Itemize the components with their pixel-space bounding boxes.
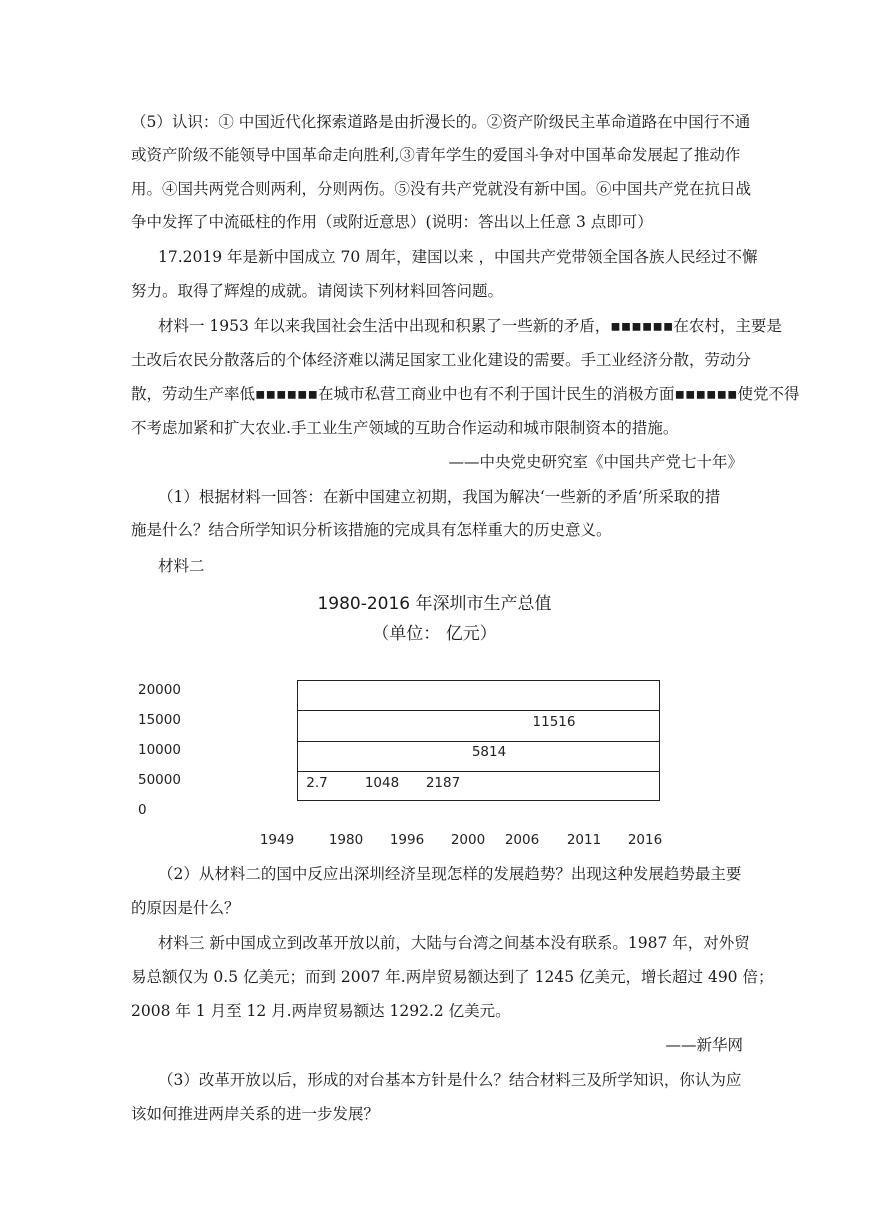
y-tick-label: 0 — [138, 802, 147, 818]
answer-5-line-2: 或资产阶级不能领导中国革命走向胜利,③青年学生的爱国斗争对中国革命发展起了推动作 — [131, 146, 741, 164]
material-3-line-1: 材料三 新中国成立到改革开放以前，大陆与台湾之间基本没有联系。1987 年，对外贸 — [158, 934, 750, 952]
question-17-line-2: 努力。取得了辉煌的成就。请阅读下列材料回答问题。 — [131, 282, 504, 300]
answer-5-line-1: （5）认识：① 中国近代化探索道路是由折漫长的。②资产阶级民主革命道路在中国行不通 — [131, 113, 751, 131]
chart-gridline — [298, 741, 659, 742]
material-3-line-2: 易总额仅为 0.5 亿美元；而到 2007 年.两岸贸易额达到了 1245 亿美元，增长超过 490 倍； — [131, 968, 774, 986]
y-tick-label: 20000 — [138, 682, 181, 698]
material-3-line-3: 2008 年 1 月至 12 月.两岸贸易额达 1292.2 亿美元。 — [131, 1002, 511, 1020]
chart-gridline — [298, 771, 659, 772]
material-1-line-4: 不考虑加紧和扩大农业.手工业生产领域的互助合作运动和城市限制资本的措施。 — [131, 419, 679, 437]
material-1-line-3: 散，劳动生产率低▪▪▪▪▪▪在城市私营工商业中也有不利于国计民生的消极方面▪▪▪▪▪▪使党不得 — [131, 385, 800, 403]
sub-question-1-line-2: 施是什么？结合所学知识分析该措施的完成具有怎样重大的历史意义。 — [131, 521, 612, 539]
x-tick-label: 2016 — [627, 832, 663, 848]
x-tick-label: 1996 — [389, 832, 425, 848]
x-tick-label: 2011 — [566, 832, 602, 848]
question-17-line-1: 17.2019 年是新中国成立 70 周年，建国以来 ，中国共产党带领全国各族人民经过不懈 — [158, 248, 758, 266]
sub-question-2-line-2: 的原因是什么？ — [131, 899, 240, 917]
chart-gridline — [298, 710, 659, 711]
data-label-2000: 2187 — [425, 775, 461, 791]
chart-plot-area — [297, 680, 660, 801]
x-tick-label: 1949 — [259, 832, 295, 848]
answer-5-line-3: 用。④国共两党合则两利，分则两伤。⑤没有共产党就没有新中国。⑥中国共产党在抗日战 — [131, 180, 752, 198]
sub-question-3-line-1: （3）改革开放以后，形成的对台基本方针是什么？结合材料三及所学知识，你认为应 — [158, 1071, 742, 1089]
material-1-line-2: 土改后农民分散落后的个体经济难以满足国家工业化建设的需要。手工业经济分散，劳动分 — [131, 351, 752, 369]
x-tick-label: 1980 — [328, 832, 364, 848]
data-label-2011: 11516 — [532, 714, 576, 730]
sub-question-2-line-1: （2）从材料二的国中反应出深圳经济呈现怎样的发展趋势？出现这种发展趋势最主要 — [158, 865, 742, 883]
sub-question-1-line-1: （1）根据材料一回答：在新中国建立初期，我国为解决‘一些新的矛盾’所采取的措 — [158, 488, 721, 506]
y-tick-label: 50000 — [138, 772, 181, 788]
material-1-line-1: 材料一 1953 年以来我国社会生活中出现和积累了一些新的矛盾，▪▪▪▪▪▪在农村，主要是 — [158, 317, 782, 335]
chart-subtitle: （单位： 亿元） — [372, 624, 497, 644]
x-tick-label: 2000 — [450, 832, 486, 848]
sub-question-3-line-2: 该如何推进两岸关系的进一步发展？ — [131, 1105, 380, 1123]
y-tick-label: 15000 — [138, 712, 181, 728]
y-tick-label: 10000 — [138, 742, 181, 758]
answer-5-line-4: 争中发挥了中流砥柱的作用（或附近意思）(说明：答出以上任意 3 点即可） — [131, 213, 653, 231]
x-tick-label: 2006 — [504, 832, 540, 848]
material-1-source: ——中央党史研究室《中国共产党七十年》 — [448, 453, 743, 471]
data-label-1996: 1048 — [364, 775, 400, 791]
data-label-2006: 5814 — [471, 744, 507, 760]
material-2-label: 材料二 — [158, 557, 205, 575]
chart-title: 1980-2016 年深圳市生产总值 — [317, 594, 552, 614]
data-label-1980: 2.7 — [306, 775, 328, 791]
material-3-source: ——新华网 — [665, 1036, 743, 1054]
